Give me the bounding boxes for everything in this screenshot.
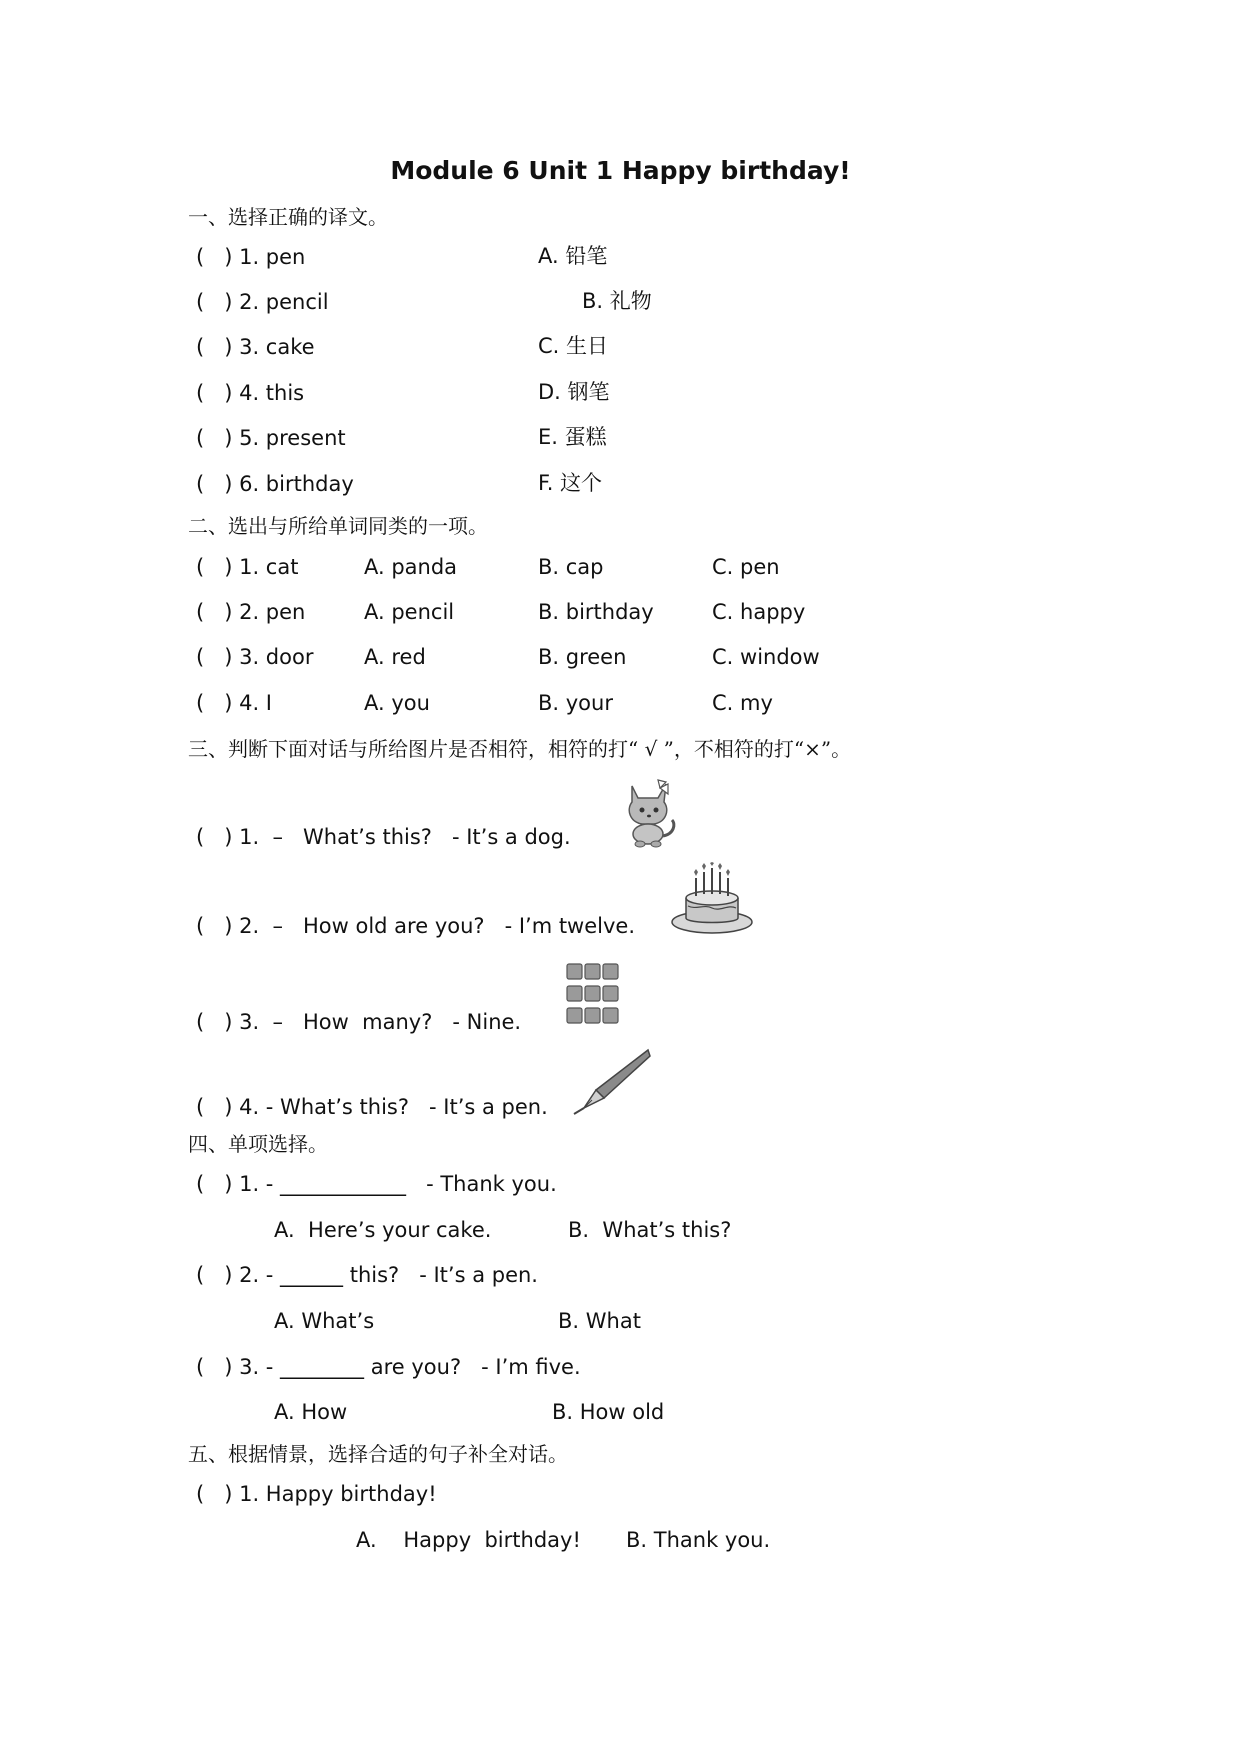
s2-option-b: B. your — [538, 691, 613, 715]
s2-option-c: C. my — [712, 691, 773, 715]
s1-question: ( ) 5. present — [196, 426, 346, 450]
s2-option-b: B. cap — [538, 555, 604, 579]
section-4-heading: 四、单项选择。 — [188, 1132, 328, 1156]
page-title: Module 6 Unit 1 Happy birthday! — [390, 156, 851, 185]
s5-question: ( ) 1. Happy birthday! — [196, 1482, 437, 1506]
s4-question: ( ) 2. - ______ this? - It’s a pen. — [196, 1263, 538, 1287]
s1-option: F. 这个 — [538, 471, 603, 495]
s1-option: A. 铅笔 — [538, 244, 608, 268]
section-3-heading: 三、判断下面对话与所给图片是否相符，相符的打“ √ ”，不相符的打“×”。 — [188, 737, 852, 761]
s4-question: ( ) 1. - ____________ - Thank you. — [196, 1172, 557, 1196]
s2-question: ( ) 2. pen — [196, 600, 306, 624]
s1-option: B. 礼物 — [582, 289, 652, 313]
s3-dialogue: ( ) 4. - What’s this? - It’s a pen. — [196, 1095, 548, 1119]
nine-squares-picture — [564, 960, 622, 1028]
s2-option-c: C. happy — [712, 600, 806, 624]
fountain-pen-picture — [570, 1046, 652, 1116]
s3-dialogue: ( ) 2. – How old are you? - I’m twelve. — [196, 914, 636, 938]
s2-option-a: A. pencil — [364, 600, 455, 624]
section-5-heading: 五、根据情景，选择合适的句子补全对话。 — [188, 1442, 568, 1466]
s4-option-b: B. What’s this? — [568, 1218, 732, 1242]
section-1-heading: 一、选择正确的译文。 — [188, 205, 388, 229]
s2-option-c: C. pen — [712, 555, 780, 579]
s4-option-a: A. Here’s your cake. — [274, 1218, 492, 1242]
s2-option-a: A. panda — [364, 555, 458, 579]
s2-option-a: A. you — [364, 691, 430, 715]
s2-question: ( ) 1. cat — [196, 555, 299, 579]
s1-question: ( ) 3. cake — [196, 335, 315, 359]
s2-option-a: A. red — [364, 645, 426, 669]
s1-question: ( ) 1. pen — [196, 245, 306, 269]
s4-question: ( ) 3. - ________ are you? - I’m five. — [196, 1355, 581, 1379]
s4-option-b: B. How old — [552, 1400, 665, 1424]
s1-option: D. 钢笔 — [538, 380, 610, 404]
s2-question: ( ) 3. door — [196, 645, 314, 669]
s1-question: ( ) 4. this — [196, 381, 305, 405]
s4-option-a: A. How — [274, 1400, 348, 1424]
s1-option: C. 生日 — [538, 334, 609, 358]
s2-option-c: C. window — [712, 645, 820, 669]
s1-option: E. 蛋糕 — [538, 425, 607, 449]
s1-question: ( ) 2. pencil — [196, 290, 329, 314]
cat-picture — [618, 778, 680, 848]
birthday-cake-picture — [670, 862, 754, 936]
s4-option-a: A. What’s — [274, 1309, 375, 1333]
s2-option-b: B. birthday — [538, 600, 654, 624]
section-2-heading: 二、选出与所给单词同类的一项。 — [188, 514, 488, 538]
s3-dialogue: ( ) 1. – What’s this? - It’s a dog. — [196, 825, 571, 849]
s1-question: ( ) 6. birthday — [196, 472, 354, 496]
s5-option-b: B. Thank you. — [626, 1528, 771, 1552]
s5-option-a: A. Happy birthday! — [356, 1528, 581, 1552]
s4-option-b: B. What — [558, 1309, 641, 1333]
s3-dialogue: ( ) 3. – How many? - Nine. — [196, 1010, 522, 1034]
s2-question: ( ) 4. I — [196, 691, 272, 715]
s2-option-b: B. green — [538, 645, 627, 669]
